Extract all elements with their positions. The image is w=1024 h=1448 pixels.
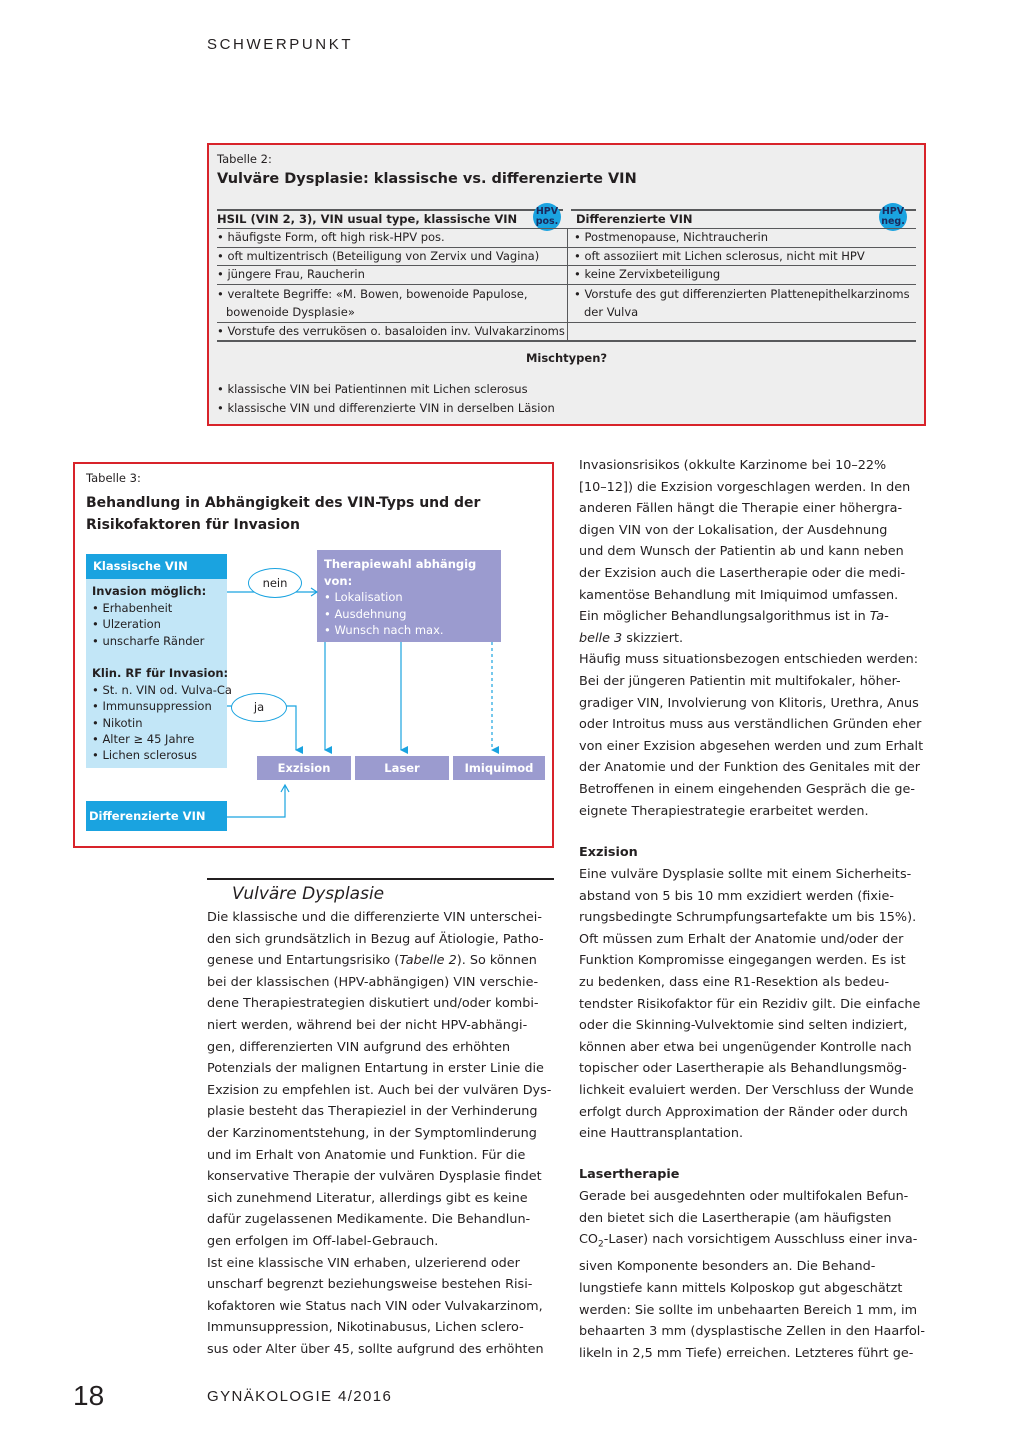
differenzierte-vin-box: Differenzierte VIN bbox=[86, 801, 227, 831]
text-line: oder die Skinning-Vulvektomie sind selten indiziert, bbox=[579, 1018, 908, 1034]
text-line: $CO_2-Laser$) nach vorsichtigem Ausschluss einer inva- bbox=[579, 1232, 918, 1250]
therapiewahl-item: • Wunsch nach max. Sicherheit bbox=[324, 623, 444, 654]
text-line: plasie besteht das Therapieziel in der Verhinderung bbox=[207, 1104, 538, 1120]
journal-name: GYNÄKOLOGIE 4/2016 bbox=[207, 1388, 393, 1405]
text-line: kamentöse Behandlung mit Imiquimod umfassen. bbox=[579, 587, 899, 603]
text-line: Eine vulväre Dysplasie sollte mit einem Sicherheits- bbox=[579, 867, 912, 882]
text-line: Exzision zu empfehlen ist. Auch bei der vulvären Dys- bbox=[207, 1082, 552, 1098]
text-line: erfolgt durch Approximation der Ränder oder durch bbox=[579, 1104, 908, 1120]
ja-bubble: ja bbox=[231, 693, 287, 722]
invasion-title: Invasion möglich: bbox=[92, 584, 207, 598]
table-2-label: Tabelle 2: bbox=[217, 152, 272, 166]
text-line: bei der klassischen (HPV-abhängigen) VIN verschie- bbox=[207, 974, 539, 990]
text-line: anderen Fällen hängt die Therapie einer höhergra- bbox=[579, 501, 903, 517]
text-line: Immunsuppression, Nikotinabusus, Lichen sclero- bbox=[207, 1320, 524, 1336]
text-line: gen, differenzierten VIN aufgrund des erhöhten bbox=[207, 1039, 511, 1055]
text-line: siven Komponente besonders an. Die Behand- bbox=[579, 1259, 876, 1275]
text-line: der Karzinomentstehung, in der Symptomlinderung bbox=[207, 1125, 537, 1141]
table-2-right-header: Differenzierte VIN bbox=[576, 212, 693, 226]
table-2-left-cell: • veraltete Begriffe: «M. Bowen, bowenoide Papulose, bbox=[217, 287, 528, 301]
invasion-item: • unscharfe Ränder bbox=[92, 634, 205, 648]
article-heading: Vulväre Dysplasie bbox=[232, 884, 385, 904]
text-line: Funktion Kompromisse eingegangen werden. Es ist bbox=[579, 953, 906, 969]
table-2-column-divider bbox=[567, 228, 568, 340]
text-line: der Anatomie und der Funktion des Genitales mit der bbox=[579, 760, 921, 776]
table-2-header-rule-left bbox=[217, 209, 563, 211]
text-line: rungsbedingte Schrumpfungsartefakte um bis 15%). bbox=[579, 910, 917, 926]
table-2-left-header: HSIL (VIN 2, 3), VIN usual type, klassische VIN bbox=[217, 212, 518, 226]
rf-title: Klin. RF für Invasion: bbox=[92, 666, 229, 680]
hpv-negative-badge bbox=[879, 203, 907, 231]
table-2-left-cell: bowenoide Dysplasie» bbox=[226, 305, 355, 319]
text-line: können aber etwa bei ungenügender Kontrolle nach bbox=[579, 1039, 912, 1055]
text-line: genese und Entartungsrisiko (Tabelle 2). So können bbox=[207, 953, 537, 969]
text-line: lichkeit evaluiert werden. Der Verschluss der Wunde bbox=[579, 1082, 914, 1098]
text-line: konservative Therapie der vulvären Dysplasie findet bbox=[207, 1169, 542, 1185]
text-line: gen erfolgen im Off-label-Gebrauch. bbox=[207, 1233, 439, 1249]
table-2-header-rule-right bbox=[571, 209, 916, 211]
text-line: likeln in 2,5 mm Tiefe) erreichen. Letzteres führt ge- bbox=[579, 1345, 914, 1361]
text-line: [10–12]) die Exzision vorgeschlagen werden. In den bbox=[579, 479, 911, 495]
text-line: gradiger VIN, Involvierung von Klitoris, Urethra, Anus bbox=[579, 695, 919, 711]
therapiewahl-item: • Wunsch der Patientin bbox=[324, 656, 457, 670]
hpv-positive-badge-line1: HPV bbox=[535, 206, 559, 217]
invasion-item: • Ulzeration bbox=[92, 617, 161, 631]
option-imiquimod: Imiquimod bbox=[453, 756, 545, 780]
nein-bubble: nein bbox=[248, 568, 302, 598]
klassische-vin-box: Klassische VIN bbox=[86, 554, 227, 579]
page-number: 18 bbox=[73, 1380, 105, 1411]
text-line: eignete Therapiestrategie erarbeitet werden. bbox=[579, 803, 869, 819]
text-line: niert werden, während bei der nicht HPV-abhängi- bbox=[207, 1017, 528, 1033]
hpv-positive-badge bbox=[533, 203, 561, 231]
right-column-laser bbox=[579, 1186, 926, 1364]
text-line: belle 3 skizziert. bbox=[579, 630, 684, 646]
text-line: abstand von 5 bis 10 mm exzidiert werden (fixie- bbox=[579, 888, 894, 904]
text-line: und im Erhalt von Anatomie und Funktion. Für die bbox=[207, 1147, 526, 1163]
rf-item: • St. n. VIN od. Vulva-Ca bbox=[92, 683, 232, 697]
text-line: sus oder Alter über 45, sollte aufgrund des erhöhten bbox=[207, 1341, 544, 1357]
text-line: Invasionsrisikos (okkulte Karzinome bei 10–22% bbox=[579, 458, 887, 473]
table-3-title bbox=[86, 492, 546, 536]
text-line: lungstiefe kann mittels Kolposkop gut abgeschätzt bbox=[579, 1280, 903, 1296]
rf-item: • Nikotin bbox=[92, 716, 143, 730]
text-line: Bei der jüngeren Patientin mit multifokaler, höher- bbox=[579, 673, 901, 689]
heading-rule bbox=[207, 878, 554, 880]
therapiewahl-box bbox=[317, 550, 501, 670]
table-2-left-cell: • oft multizentrisch (Beteiligung von Zervix und Vagina) bbox=[217, 249, 540, 263]
text-line: Ein möglicher Behandlungsalgorithmus ist in Ta- bbox=[579, 609, 889, 625]
right-column-exzision bbox=[579, 864, 926, 1145]
rf-item: • Alter ≥ 45 Jahre bbox=[92, 732, 195, 746]
text-line: kofaktoren wie Status nach VIN oder Vulvakarzinom, bbox=[207, 1298, 543, 1314]
text-line: Die klassische und die differenzierte VIN unterschei- bbox=[207, 910, 542, 925]
text-line: der Exzision auch die Lasertherapie oder die medi- bbox=[579, 565, 906, 581]
text-line: behaarten 3 mm (dysplastische Zellen in den Haarfol- bbox=[579, 1324, 925, 1340]
table-2-left-cell: • jüngere Frau, Raucherin bbox=[217, 267, 365, 281]
table-2-left-cell: • häufigste Form, oft high risk-HPV pos. bbox=[217, 230, 445, 244]
text-line: dafür zugelassenen Medikamente. Die Behandlun- bbox=[207, 1212, 531, 1228]
text-line: topischer oder Lasertherapie als Behandlungsmög- bbox=[579, 1061, 907, 1077]
text-line: unscharf begrenzt beziehungsweise bestehen Risi- bbox=[207, 1277, 533, 1293]
invasion-item: • Erhabenheit bbox=[92, 601, 173, 615]
left-column-text bbox=[207, 907, 554, 1360]
therapiewahl-title: Therapiewahl abhängig von: bbox=[324, 557, 477, 588]
text-line: Gerade bei ausgedehnten oder multifokalen Befun- bbox=[579, 1189, 909, 1204]
text-line: den bietet sich die Lasertherapie (am häufigsten bbox=[579, 1210, 892, 1226]
text-line: dene Therapiestrategien diskutiert und/oder kombi- bbox=[207, 996, 539, 1012]
table-2-right-cell: • keine Zervixbeteiligung bbox=[574, 267, 721, 281]
hpv-positive-badge-line2: pos. bbox=[535, 216, 559, 227]
mischtypen-title: Mischtypen? bbox=[525, 351, 608, 365]
text-line: und dem Wunsch der Patientin ab und kann neben bbox=[579, 544, 904, 560]
text-line: den sich grundsätzlich in Bezug auf Ätiologie, Patho- bbox=[207, 931, 544, 947]
rf-item: • Immunsuppression bbox=[92, 699, 212, 713]
section-label: SCHWERPUNKT bbox=[207, 36, 354, 53]
table-2-right-cell: der Vulva bbox=[584, 305, 639, 319]
option-exzision: Exzision bbox=[257, 756, 351, 780]
table-2-left-cell: • Vorstufe des verrukösen o. basaloiden inv. Vulvakarzinoms bbox=[217, 324, 565, 338]
text-line: Potenzials der malignen Entartung in erster Linie die bbox=[207, 1061, 544, 1077]
table-3-title-line2: Risikofaktoren für Invasion bbox=[86, 517, 300, 533]
text-line: werden: Sie sollte im unbehaarten Bereich 1 mm, im bbox=[579, 1302, 918, 1318]
table-2-right-cell: • oft assoziiert mit Lichen sclerosus, nicht mit HPV bbox=[574, 249, 865, 263]
table-3-label: Tabelle 3: bbox=[86, 471, 141, 485]
hpv-negative-badge-line1: HPV bbox=[881, 206, 905, 217]
mischtypen-item: • klassische VIN und differenzierte VIN in derselben Läsion bbox=[217, 401, 555, 415]
text-line: von einer Exzision abgesehen werden und zum Erhalt bbox=[579, 738, 924, 754]
text-line: tendster Risikofaktor für ein Rezidiv gilt. Die einfache bbox=[579, 996, 921, 1012]
mischtypen-item: • klassische VIN bei Patientinnen mit Lichen sclerosus bbox=[217, 382, 528, 396]
text-line: Betroffenen in einem eingehenden Gespräch die ge- bbox=[579, 781, 915, 797]
text-line: zu bedenken, dass eine R1-Resektion als bedeu- bbox=[579, 974, 890, 990]
subhead-lasertherapie: Lasertherapie bbox=[579, 1167, 680, 1182]
subhead-exzision: Exzision bbox=[579, 845, 638, 860]
right-column-text-top bbox=[579, 455, 926, 822]
option-laser: Laser bbox=[355, 756, 449, 780]
hpv-negative-badge-line2: neg. bbox=[881, 216, 905, 227]
text-line: sich zunehmend Literatur, allerdings gibt es keine bbox=[207, 1190, 528, 1206]
therapiewahl-item: • Lokalisation bbox=[324, 590, 403, 604]
table-2-right-cell: • Vorstufe des gut differenzierten Plattenepithelkarzinoms bbox=[574, 287, 910, 301]
therapiewahl-item: • Ausdehnung bbox=[324, 606, 407, 621]
text-line: Ist eine klassische VIN erhaben, ulzerierend oder bbox=[207, 1255, 520, 1271]
rf-item: • Lichen sclerosus bbox=[92, 748, 198, 762]
text-line: eine Hauttransplantation. bbox=[579, 1126, 744, 1142]
table-2-right-cell: • Postmenopause, Nichtraucherin bbox=[574, 230, 768, 244]
table-2-title: Vulväre Dysplasie: klassische vs. differenzierte VIN bbox=[217, 171, 637, 187]
text-line: oder Introitus muss aus verständlichen Gründen eher bbox=[579, 717, 922, 733]
table-3-title-line1: Behandlung in Abhängigkeit des VIN-Typs und der bbox=[86, 495, 481, 511]
text-line: Oft müssen zum Erhalt der Anatomie und/oder der bbox=[579, 931, 904, 947]
text-line: Häufig muss situationsbezogen entschieden werden: bbox=[579, 652, 919, 668]
text-line: digen VIN von der Lokalisation, der Ausdehnung bbox=[579, 522, 888, 538]
